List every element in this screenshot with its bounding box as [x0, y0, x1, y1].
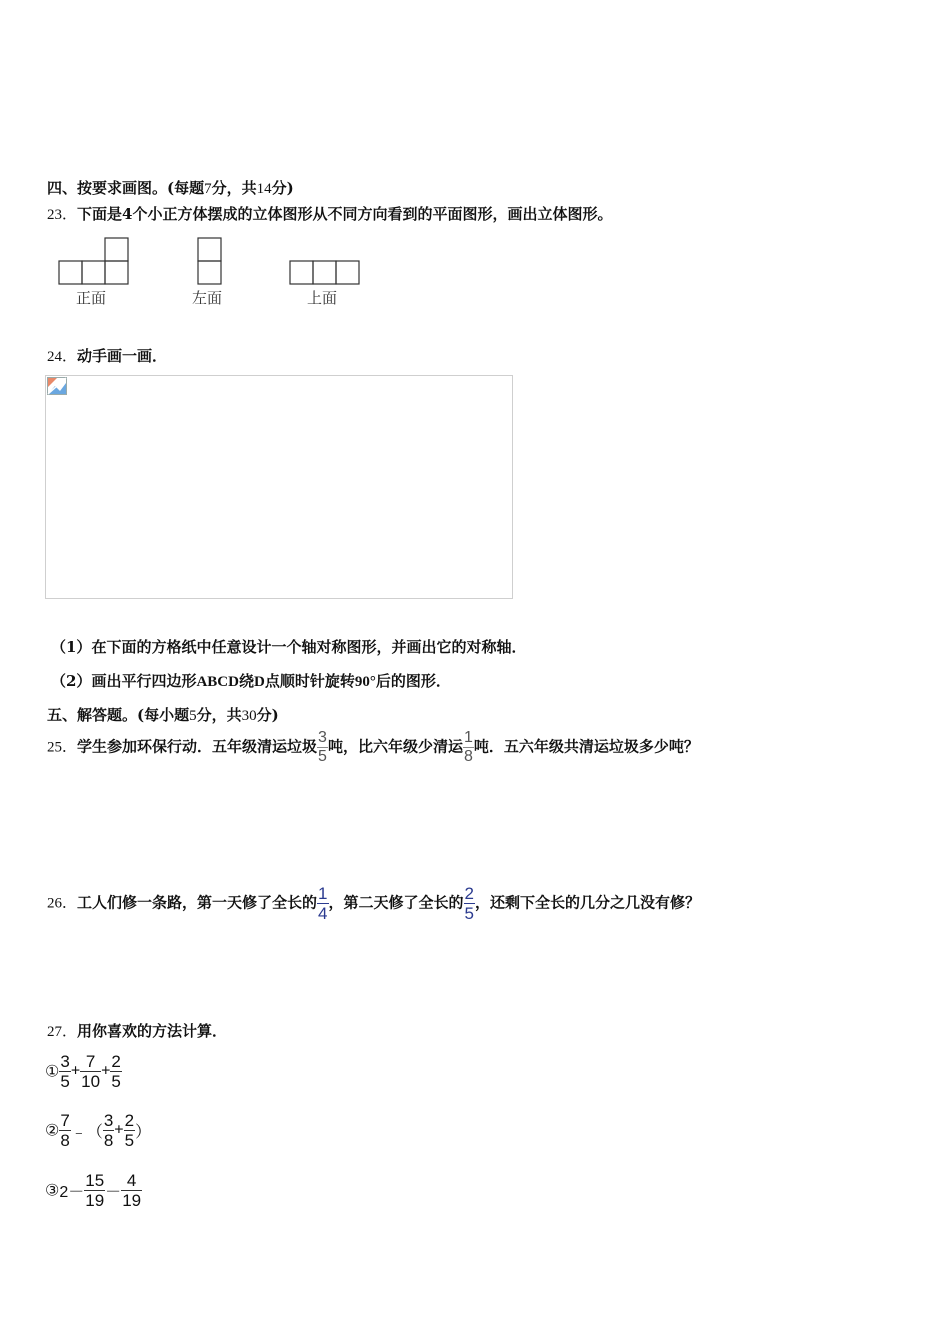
question-number: 26． [47, 895, 78, 912]
front-view [59, 238, 128, 284]
left-view [198, 238, 221, 284]
broken-image-icon [47, 377, 67, 395]
view-label-left: 左面 [192, 289, 223, 307]
top-view [290, 261, 359, 284]
expression-3: ③2－ $\frac{15}{19}$ － $\frac{4}{19}$ [45, 1171, 142, 1210]
section-4-heading: 四、按要求画图。(每题7分，共14分) [47, 179, 294, 197]
fraction-3-5: $\frac{3}{5}$ [318, 729, 327, 765]
grid-paper-image-placeholder [45, 375, 513, 599]
question-number: 27． [47, 1024, 78, 1040]
question-27: 27．用你喜欢的方法计算． [47, 1022, 228, 1040]
question-number: 24． [47, 349, 78, 365]
fraction-1-4: $\frac{1}{4}$ [318, 884, 328, 923]
fraction-1-8: $\frac{1}{8}$ [463, 729, 473, 765]
question-26: 26．工人们修一条路，第一天修了全长的 $\frac{1}{4}$ ，第二天修了全长的 $\frac{2}{5}$ ，还剩下全长的几分之几没有修？ [47, 884, 700, 923]
expression-2: ② $\frac{7}{8}$ ﹣（ $\frac{3}{8}$ + $\frac{2}{5}$ ） [45, 1111, 152, 1150]
view-label-front: 正面 [76, 289, 107, 307]
q24-subquestion-1: （1）在下面的方格纸中任意设计一个轴对称图形，并画出它的对称轴． [51, 638, 527, 656]
question-number: 25． [47, 739, 78, 756]
question-24: 24．动手画一画． [47, 347, 168, 365]
section-5-heading: 五、解答题。(每小题5分，共30分) [47, 706, 279, 724]
question-number: 23． [47, 207, 78, 223]
question-23: 23．下面是4个小正方体摆成的立体图形从不同方向看到的平面图形，画出立体图形。 [47, 205, 613, 223]
expression-1: ① $\frac{3}{5}$ + $\frac{7}{10}$ + $\frac{2}{5}$ [45, 1052, 121, 1091]
view-label-top: 上面 [307, 289, 338, 307]
q24-subquestion-2: （2）画出平行四边形ABCD绕D点顺时针旋转90°后的图形． [51, 672, 451, 690]
fraction-2-5: $\frac{2}{5}$ [464, 884, 474, 923]
question-25: 25．学生参加环保行动．五年级清运垃圾 $\frac{3}{5}$ 吨，比六年级少清运 $\frac{1}{8}$ 吨．五六年级共清运垃圾多少吨？ [47, 729, 699, 765]
